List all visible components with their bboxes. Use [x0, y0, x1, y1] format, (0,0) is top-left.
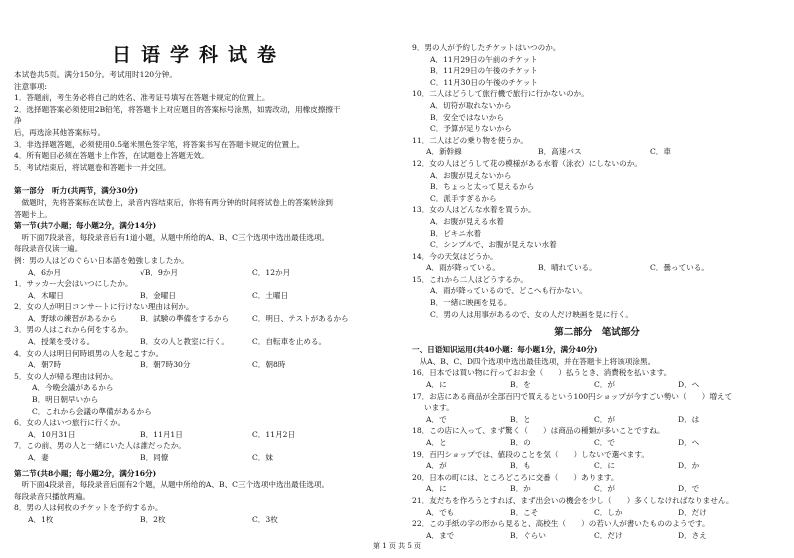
option: A．と — [426, 438, 447, 447]
option: A．6か月 — [28, 267, 62, 277]
part1-intro — [14, 197, 384, 220]
question-text: 15．これから二人はどうするか。 — [412, 274, 528, 284]
option: C．土曜日 — [252, 290, 289, 300]
option-row — [14, 313, 384, 325]
option: A．野球の練習があるから — [28, 313, 118, 323]
written-sec1-intro: 从A、B、C、D四个选项中选出最佳选项，并在答题卡上将该项涂黑。 — [412, 356, 656, 366]
question-text: 5．女の人が帰る理由は何か。 — [14, 371, 118, 381]
question-text: 6．女の人はいつ旅行に行くか。 — [14, 418, 126, 428]
option: B．金曜日 — [140, 290, 176, 300]
option: B．11月1日 — [140, 429, 183, 439]
question-text: 11．二人はどの乗り物を使うか。 — [412, 135, 528, 145]
listening-questions-right — [412, 42, 782, 320]
option: B．明日朝早いから — [32, 395, 99, 405]
question-text: 7．この前、男の人と一緒にいた人は誰だったか。 — [14, 441, 186, 451]
option-row — [412, 483, 782, 495]
instruction-line: 净 — [14, 116, 22, 126]
page-title: 日语学科试卷 — [111, 44, 286, 66]
question-text: 19．百円ショップでは、値段のことを気（ ）しないで選べます。 — [412, 449, 649, 459]
example-options — [14, 267, 384, 279]
question-text: 14．今の天気はどうか。 — [412, 251, 498, 261]
question-text: 8．男の人は何枚のチケットを予約するか。 — [14, 503, 163, 513]
option-row — [14, 429, 384, 441]
option-row — [412, 507, 782, 519]
option: B．女の人と教室に行く。 — [140, 337, 229, 347]
option-row — [412, 414, 782, 426]
option: C．に — [594, 461, 615, 471]
option: C．妹 — [252, 453, 273, 462]
sec1-intro — [14, 232, 384, 255]
option: A．お腹が見える水着 — [430, 216, 504, 226]
question-text-cont: います。 — [424, 403, 454, 413]
option: A．お腹が見えないから — [430, 170, 512, 180]
option: C．車 — [650, 147, 671, 157]
option: A．で — [426, 414, 447, 424]
instruction-line: 本试卷共5页。满分150分。考试用时120分钟。 — [14, 70, 177, 79]
option: A．授業を受ける。 — [28, 337, 95, 347]
option: B．か — [510, 484, 531, 494]
option-row — [412, 460, 782, 472]
question-text: 2．女の人が明日コンサートに行けない理由は何か。 — [14, 302, 194, 312]
option: D．へ — [678, 380, 700, 390]
option: C．だけ — [594, 530, 623, 540]
question-text: 17．お店にある商品が全部百円で買えるという100円ショップが今すごい勢い（ ）増えて — [412, 391, 733, 401]
option: B．2枚 — [140, 514, 166, 524]
option: A．今晩会議があるから — [32, 383, 114, 393]
instruction-line: 3．非选择题答题，必须使用0.5毫米黑色签字笔，将答案书写在答题卡规定的位置上。 — [14, 139, 305, 149]
option: A．1枚 — [28, 514, 54, 524]
option-row — [14, 359, 384, 371]
written-sec1-heading: 一、日语知识运用(共40小题：每小题1分，满分40分) — [412, 345, 598, 355]
option: A．が — [426, 461, 447, 471]
option: D．か — [678, 461, 700, 471]
option: C．11月2日 — [252, 429, 296, 439]
option: A．に — [426, 380, 447, 390]
option: √B．9か月 — [140, 267, 179, 277]
option: A．10月31日 — [28, 429, 76, 439]
option: B．安全ではないから — [430, 112, 504, 122]
question-text: 16．日本では買い物に行っておお金（ ）払うとき、消費税を払います。 — [412, 368, 672, 378]
question-text: 13．女の人はどんな水着を買うか。 — [412, 205, 536, 215]
question-text: 1．サッカー大会はいつにしたか。 — [14, 279, 133, 289]
option-row — [412, 379, 782, 391]
listening-questions-left — [14, 278, 384, 464]
option: C．自転車を止める。 — [252, 337, 327, 347]
option: A．朝7時 — [28, 360, 62, 370]
right-column — [412, 42, 782, 541]
option: B．ちょっと太って見えるから — [430, 182, 535, 192]
question-text: 18．この店に入って、まず驚く（ ）は商品の種類が多いことですね。 — [412, 426, 665, 436]
option: A．まで — [426, 530, 455, 540]
sec1-heading: 第一节(共7小题；每小题2分，满分14分) — [14, 221, 157, 231]
option: C．朝8時 — [252, 360, 286, 370]
question-text: 21．友だちを作ろうとすれば、まず出会いの機会を少し（ ）多くしなければなりません。 — [412, 495, 734, 505]
option: C．明日、テストがあるから — [252, 313, 349, 323]
instructions — [14, 69, 384, 173]
option: B．も — [510, 461, 531, 471]
option: A．でも — [426, 507, 455, 517]
option: A．雨が降っている。 — [426, 263, 500, 273]
option-row — [14, 290, 384, 302]
part2-heading: 第二部分 笔试部分 — [554, 327, 640, 339]
option: C．これから会議の準備があるから — [32, 406, 152, 416]
question-text: 22．この手紙の字の形から見ると、高校生（ ）の若い人が書いたもののようです。 — [412, 519, 710, 529]
instruction-line: 4．所有题目必须在答题卡上作答，在试题卷上答题无效。 — [14, 151, 209, 161]
option: B．朝7時30分 — [140, 360, 191, 370]
option: C．派手すぎるから — [430, 193, 497, 203]
intro-line: 听下面7段录音，每段录音后有1道小题，从题中所给的A、B、C三个选项中选出最佳选项。 — [14, 232, 330, 242]
option-row — [14, 452, 384, 464]
part1-heading: 第一部分 听力(共两节，满分30分) — [14, 186, 139, 196]
option: A．切符が取れないから — [430, 100, 512, 110]
option-row — [412, 437, 782, 449]
option: B．を — [510, 380, 531, 390]
question-text: 4．女の人は明日何時頃男の人を起こすか。 — [14, 348, 164, 358]
option-row — [14, 514, 384, 526]
option: A．妻 — [28, 453, 49, 462]
grammar-questions — [412, 367, 782, 541]
option: B．11月29日の午後のチケット — [430, 66, 538, 76]
sec2-heading: 第二节(共8小題；每小題2分，满分16分) — [14, 468, 157, 478]
option: A．木曜日 — [28, 290, 64, 300]
question-text: 20．日本の町には、ところどころに交番（ ）あります。 — [412, 472, 619, 482]
option: C．曇っている。 — [650, 263, 709, 273]
option: D．へ — [678, 438, 700, 447]
page-footer: 第 1 页 共 5 页 — [372, 542, 422, 550]
intro-line: 每段录音只播放两遍。 — [14, 491, 90, 501]
instruction-line: 注意事项: — [14, 81, 47, 91]
option: C．シンプルで、お腹が見えない水着 — [430, 240, 557, 250]
option: A．雨が降っているので、どこへも行かない。 — [430, 286, 587, 296]
question-8 — [14, 502, 384, 525]
option: A．新幹線 — [426, 147, 462, 157]
intro-line: 听下面4段录音，每段录音后面有2个题，从题中所给的A、B、C三个选项中选出最佳选项。 — [14, 480, 330, 490]
option: B．高速バス — [538, 147, 582, 157]
option-row — [412, 146, 782, 158]
question-text: 10．二人はどうして旅行機で旅行に行かないのか。 — [412, 89, 589, 99]
option: B．と — [510, 414, 531, 424]
option: C．で — [594, 438, 615, 447]
sec2-intro — [14, 479, 384, 502]
example-question: 例：男の人はどのぐらい日本語を勉強しましたか。 — [14, 255, 189, 265]
option: B．の — [510, 438, 531, 447]
option: B．一緒に映画を見る。 — [430, 298, 512, 308]
left-column — [14, 0, 384, 526]
option: B．同僚 — [140, 453, 169, 462]
instruction-line: 5．考试结束后，将试题卷和答题卡一并交回。 — [14, 162, 171, 172]
option: C．が — [594, 380, 615, 390]
question-text: 9．男の人が予約したチケットはいつのか。 — [412, 43, 561, 52]
option: D．で — [678, 484, 700, 494]
option: A．11月29日の午前のチケット — [430, 54, 538, 64]
instruction-line: 后，再选涂其他答案标号。 — [14, 127, 106, 137]
option: D．は — [678, 414, 700, 424]
question-text: 3．男の人はこれから何をするか。 — [14, 325, 133, 335]
option: C．12か月 — [252, 267, 291, 277]
option: B．ぐらい — [510, 530, 546, 540]
option: B．晴れている。 — [538, 263, 597, 273]
option: C．しか — [594, 507, 623, 517]
option: C．が — [594, 414, 615, 424]
option: A．に — [426, 484, 447, 494]
intro-line: 每段录音仅读一遍。 — [14, 244, 83, 254]
option: C．が — [594, 484, 615, 494]
option-row — [412, 262, 782, 274]
option: D．さえ — [678, 530, 707, 540]
option: B．こそ — [510, 507, 539, 517]
option-row — [14, 336, 384, 348]
instruction-line: 1．答题前，考生务必将自己的姓名、准考证号填写在答题卡规定的位置上。 — [14, 93, 270, 103]
option-row — [412, 530, 782, 542]
question-text: 12．女の人はどうして花の模様がある水着（泳衣）にしないのか。 — [412, 158, 642, 168]
option: C．予算が足りないから — [430, 124, 512, 134]
instruction-line: 2．选择题答案必须使用2B铅笔，将答题卡上对应题目的答案标号涂黑，如需改动，用橡皮擦擦干 — [14, 104, 341, 114]
option: D．だけ — [678, 507, 707, 517]
option: C．11月30日の午後のチケット — [430, 77, 538, 87]
intro-line: 做题时，先将答案标在试卷上，录音内容结束后，你将有两分钟的时间将试卷上的答案转涂到 — [14, 197, 333, 207]
intro-line: 答题卡上。 — [14, 209, 52, 219]
option: C．3枚 — [252, 514, 278, 524]
option: C．男の人は用事があるので、女の人だけ映画を見に行く。 — [430, 309, 633, 319]
option: B．試験の準備をするから — [140, 313, 230, 323]
option: B．ビキニ水着 — [430, 228, 482, 238]
